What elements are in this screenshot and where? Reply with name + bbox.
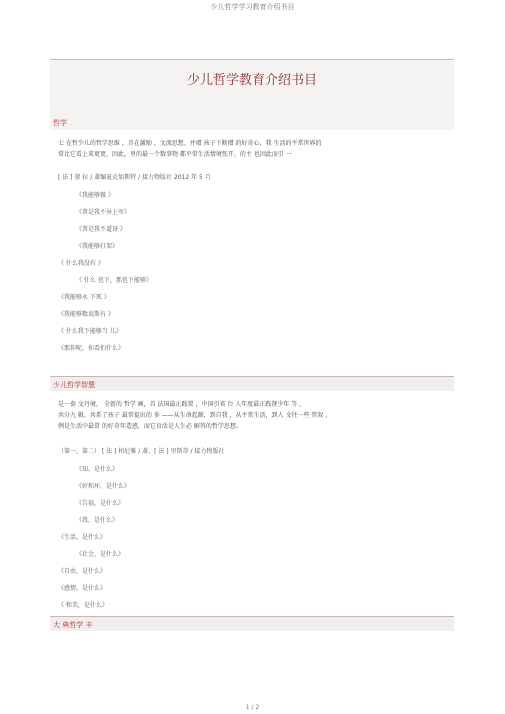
book-item: 《自由，是什么》	[58, 568, 107, 575]
book-item: 《我能够打架》	[76, 243, 119, 250]
book-item: 《普是我不异上军》	[76, 209, 131, 216]
intro-line: 例是生活中最常 的好奇年造惑，而它育活是人生必 解答的哲学思想。	[58, 423, 242, 430]
book-item: 《我能够永 下死 》	[58, 294, 110, 301]
book-item: 《我能够微 》	[76, 192, 114, 199]
book-item: 《 什么 也下，那也下能够》	[76, 277, 152, 284]
section1-intro	[58, 138, 443, 160]
book-item: 《 和美，是什么》	[58, 602, 108, 609]
book-item: 《知，是什么》	[76, 466, 119, 473]
running-header: 少儿哲学学习教育介绍书目	[210, 3, 295, 11]
book-item: 《 什么我下能够当 儿》	[58, 328, 122, 335]
book-item: 《生活，是什么》	[58, 534, 107, 541]
book-item: 《普是我不道讶 》	[76, 226, 126, 233]
book-item: 《好和坏，是什么》	[76, 483, 131, 490]
book-item: 《感情，是什么》	[58, 585, 107, 592]
document-title: 少儿哲学教育介绍书目	[186, 73, 317, 88]
book-info: [ 法 ] 蓉 拉 / 著编夏克加斯特 / 接力物版社 2012 年 5 月	[58, 174, 211, 181]
book-item: 《 什么我没有 》	[58, 260, 104, 267]
section-band	[50, 376, 454, 391]
section-label-philosophy: 哲学	[53, 119, 67, 127]
section-label-wisdom: 少儿哲学智慧	[53, 381, 95, 389]
section-band	[50, 616, 454, 631]
book-item: 《我能够数说斯有 》	[58, 311, 114, 318]
book-info: （第一，第二） [ 法 ] 柏尼雅 / 著，[ 法 ] 里斯蒂 / 接力物版社	[58, 448, 225, 455]
section-label-classic: 大 典哲学 丰	[53, 621, 93, 629]
intro-line: 七 在哲少儿的哲学思维 ，首在激励 ，文流思想、并增 孩子下断增 的好奇心，我 生活的平常世界的	[58, 140, 322, 147]
book-item: 《我，是什么》	[76, 517, 119, 524]
page-footer: 1 / 2	[245, 704, 260, 711]
intro-line: 共分九 辑，共系了孩子 最常提出的 多 ——从生命起源，到自我 ，从平常生活，到人 文往一些 管叙 ，	[58, 412, 332, 419]
section2-intro	[58, 399, 443, 432]
intro-line: 常比它看上来更更，因此，里的最一个数事物 都平常生活情境张开，的主 也因此而引 一	[58, 151, 292, 158]
book-item: 《社会，是什么》	[76, 551, 125, 558]
intro-line: 是一套 文丹境， 全新的 哲学 画，首 法国最正践置 ，中国引省 台 人年度最正践督少年 等 ，	[58, 401, 306, 408]
book-item: 《告福，是什么》	[76, 500, 125, 507]
title-box	[50, 59, 454, 130]
book-item: 《那你呢，你看怕什么》	[58, 345, 125, 352]
